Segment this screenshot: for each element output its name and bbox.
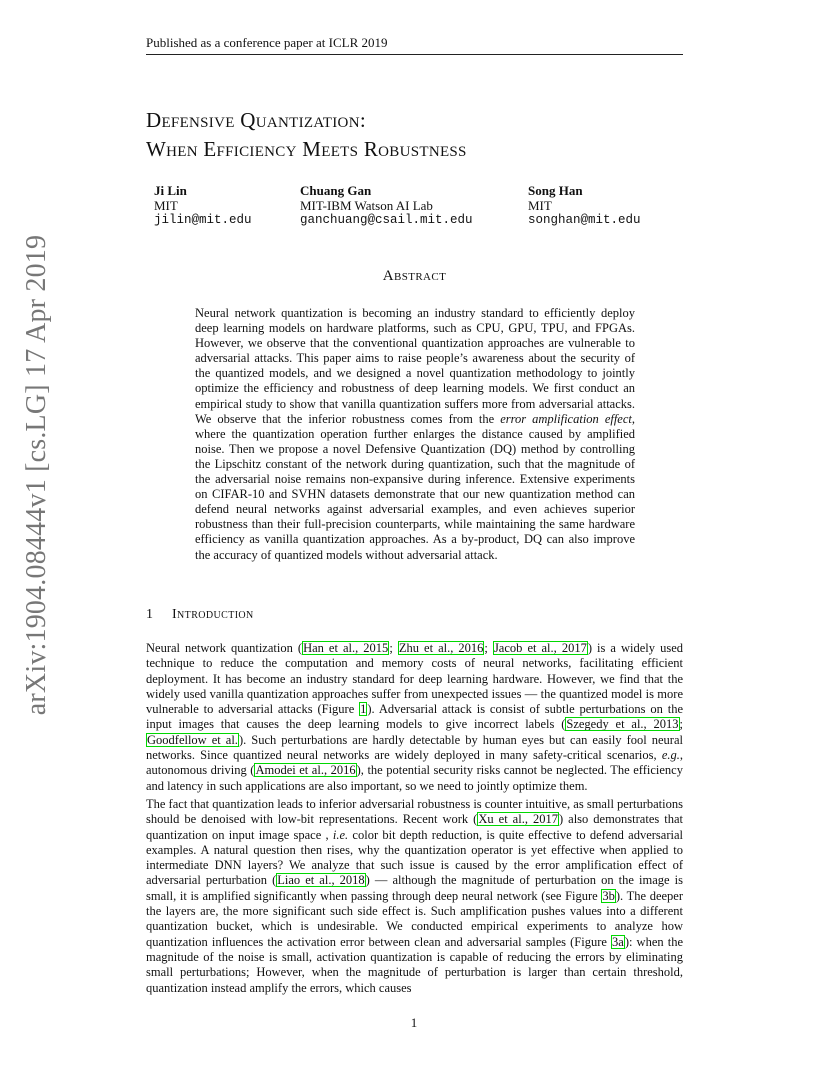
citation-link[interactable]: Liao et al., 2018 — [277, 873, 365, 888]
section-heading-introduction — [146, 607, 254, 623]
author-email[interactable]: ganchuang@csail.mit.edu — [300, 213, 473, 227]
emphasis: error amplification effect — [500, 411, 632, 426]
author-name: Ji Lin — [154, 183, 187, 198]
figure-reference-link[interactable]: 3a — [612, 934, 624, 949]
citation-link[interactable]: Goodfellow et al. — [147, 732, 238, 747]
author-email[interactable]: songhan@mit.edu — [528, 213, 641, 227]
emphasis: e.g. — [661, 748, 680, 763]
citation-link[interactable]: Han et al., 2015 — [303, 641, 389, 655]
intro-paragraph-1: Neural network quantization (Han et al., 2015; Zhu et al., 2016; Jacob et al., 2017) is a widely used technique to reduce the computation and memory costs of neural networks, facilitating efficient deployment. It has become an industry standard for deep learning hardware. However, we find that the widely used vanilla quantization approaches suffer from unexpected issues — the quantized model is more vulnerable to adversarial attacks (Figure 1). Adversarial attack is consist of subtle perturbations on the input images that causes the deep learning models to give incorrect labels (Szegedy et al., 2013; Goodfellow et al.). Such perturbations are hardly detectable by human eyes but can easily fool neural networks. Since quantized neural networks are widely deployed in many safety-critical scenarios, e.g., autonomous driving (Amodei et al., 2016), the potential security risks cannot be neglected. The efficiency and latency in such applications are also important, so we need to jointly optimize them. — [146, 641, 683, 793]
citation-link[interactable]: Xu et al., 2017 — [478, 812, 558, 827]
arxiv-sidebar — [0, 0, 70, 1072]
citation-link[interactable]: Szegedy et al., 2013 — [566, 717, 679, 732]
author-affiliation: MIT-IBM Watson AI Lab — [300, 198, 433, 213]
figure-reference-link[interactable]: 3b — [602, 888, 615, 903]
author-name: Chuang Gan — [300, 183, 372, 198]
citation-link[interactable]: Zhu et al., 2016 — [398, 641, 484, 655]
citation-link[interactable]: Amodei et al., 2016 — [255, 763, 356, 778]
emphasis: i.e. — [332, 827, 349, 842]
author-affiliation: MIT — [154, 198, 178, 213]
running-header: Published as a conference paper at ICLR 2019 — [146, 35, 683, 55]
author-block-2 — [300, 183, 473, 228]
abstract-text: Neural network quantization is becoming an industry standard to efficiently deploy deep learning models on hardware platforms, such as CPU, GPU, TPU, and FPGAs. However, we observe that the conventional quantization approaches are vulnerable to adversarial attacks. This paper aims to raise people’s awareness about the security of the quantized models, and we designed a novel quantization methodology to jointly optimize the efficiency and robustness of deep learning models. We first conduct an empirical study to show that vanilla quantization suffers more from adversarial attacks. We observe that the inferior robustness comes from the error amplification effect, where the quantization operation further enlarges the distance caused by amplified noise. Then we propose a novel Defensive Quantization (DQ) method by controlling the Lipschitz constant of the network during quantization, such that the magnitude of the adversarial noise remains non-expansive during inference. Extensive experiments on CIFAR-10 and SVHN datasets demonstrate that our new quantization method can defend neural networks against adversarial examples, and even achieves superior robustness than their full-precision counterparts, while maintaining the same hardware efficiency as vanilla quantization approaches. As a by-product, DQ can also improve the accuracy of quantized models without adversarial attack. — [195, 306, 636, 562]
author-block-1 — [154, 183, 252, 228]
author-email[interactable]: jilin@mit.edu — [154, 213, 252, 227]
author-block-3 — [528, 183, 641, 228]
page-number: 1 — [410, 1015, 418, 1030]
paper-title — [146, 106, 706, 164]
section-title: Introduction — [172, 607, 254, 622]
figure-reference-link[interactable]: 1 — [360, 702, 367, 717]
intro-paragraph-2: The fact that quantization leads to inferior adversarial robustness is counter intuitive, as small perturbations should be denoised with low-bit representations. Recent work (Xu et al., 2017) also demonstrates that quantization on input image space , i.e. color bit depth reduction, is quite effective to defend adversarial examples. A natural question then rises, why the quantization operator is yet effective when applied to intermediate DNN layers? We analyze that such issue is caused by the error amplification effect of adversarial perturbation (Liao et al., 2018) — although the magnitude of perturbation on the image is small, it is amplified significantly when passing through deep neural network (see Figure 3b). The deeper the layers are, the more significant such side effect is. Such amplification pushes values into a different quantization bucket, which is undesirable. We conducted empirical experiments to analyze how quantization influences the activation error between clean and adversarial samples (Figure 3a): when the magnitude of the noise is small, activation quantization is capable of reducing the errors by eliminating small perturbations; However, when the magnitude of perturbation is larger than certain threshold, quantization instead amplify the errors, which causes — [146, 797, 684, 995]
author-affiliation: MIT — [528, 198, 552, 213]
citation-link[interactable]: Jacob et al., 2017 — [493, 641, 587, 655]
title-line-2: When Efficiency Meets Robustness — [146, 137, 467, 161]
title-line-1: Defensive Quantization: — [146, 108, 366, 132]
arxiv-identifier-stamp: arXiv:1904.08444v1 [cs.LG] 17 Apr 2019 — [21, 234, 52, 716]
author-name: Song Han — [528, 183, 583, 198]
section-number: 1 — [146, 607, 154, 622]
abstract-heading: Abstract — [382, 268, 447, 284]
